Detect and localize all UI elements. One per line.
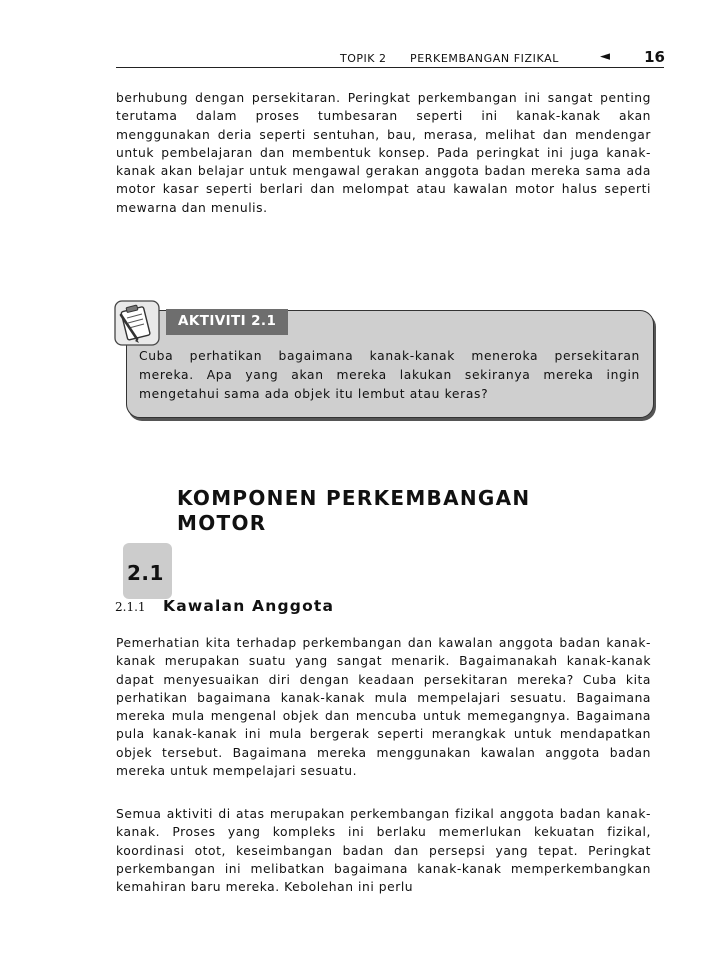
header-title: PERKEMBANGAN FIZIKAL	[410, 52, 559, 65]
section-number-badge	[123, 543, 172, 599]
body-paragraph-2: Pemerhatian kita terhadap perkembangan dan kawalan anggota badan kanak-kanak merupakan suatu yang sangat menarik. Bagaimanakah kanak-kanak dapat menyesuaikan diri dengan keadaan persekitaran mereka? Cuba kita perhatikan bagaimana kanak-kanak mula mempelajari sesuatu. Bagaimana mereka mula mengenal objek dan mencuba untuk memegangnya. Bagaimana pula kanak-kanak ini mula bergerak seperti merangkak untuk mendapatkan objek tersebut. Bagaimana mereka menggunakan kawalan anggota badan mereka untuk mempelajari sesuatu.	[116, 636, 651, 779]
header-topic: TOPIK 2	[340, 52, 387, 65]
running-header	[116, 48, 667, 68]
header-arrow-icon: ◄	[600, 49, 610, 64]
body-paragraph-1: berhubung dengan persekitaran. Peringkat perkembangan ini sangat penting terutama dalam proses tumbesaran seperti ini kanak-kanak akan menggunakan deria seperti sentuhan, bau, merasa, melihat dan mendengar untuk pembelajaran dan membentuk konsep. Pada peringkat ini juga kanak-kanak akan belajar untuk mengawal gerakan anggota badan mereka sama ada motor kasar seperti berlari dan melompat atau kawalan motor halus seperti mewarna dan menulis.	[116, 91, 651, 215]
header-rule	[116, 67, 664, 68]
subsection-number: 2.1.1	[115, 600, 146, 614]
activity-text: Cuba perhatikan bagaimana kanak-kanak meneroka persekitaran mereka. Apa yang akan mereka lakukan sekiranya mereka ingin mengetahui sama ada objek itu lembut atau keras?	[139, 349, 640, 401]
clipboard-pencil-icon	[112, 298, 162, 348]
activity-tab	[166, 309, 288, 335]
section-title: KOMPONEN PERKEMBANGAN MOTOR	[177, 486, 531, 535]
page-number: 16	[644, 48, 665, 66]
activity-label: AKTIVITI 2.1	[178, 313, 277, 329]
subsection-title: Kawalan Anggota	[163, 597, 335, 615]
section-number: 2.1	[127, 561, 164, 585]
body-paragraph-3: Semua aktiviti di atas merupakan perkembangan fizikal anggota badan kanak-kanak. Proses yang kompleks ini berlaku memerlukan kekuatan fizikal, koordinasi otot, keseimbangan badan dan persepsi yang tepat. Peringkat perkembangan ini melibatkan bagaimana kanak-kanak memperkembangkan kemahiran baru mereka. Kebolehan ini perlu	[116, 807, 651, 895]
